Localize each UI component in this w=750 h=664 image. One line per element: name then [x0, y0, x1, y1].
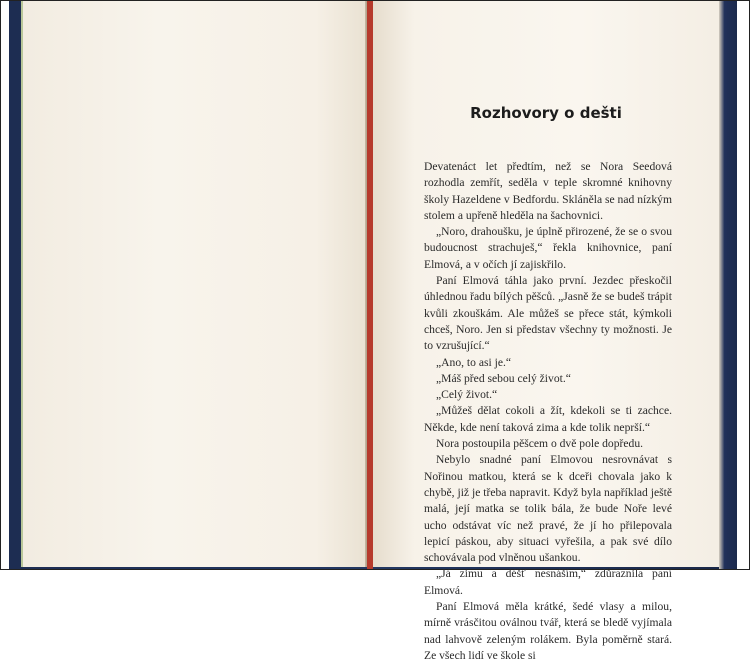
body-text [424, 159, 672, 664]
paragraph: „Máš před sebou celý život.“ [436, 371, 571, 385]
paragraph: Nebylo snadné paní Elmovou nesrovnávat s Nořinou matkou, která se k dceři chovala jako k chybě, již je třeba napravit. Když byla například ještě malá, její matka se tolik bála, že bude Noře levé ucho odstávat víc než pravé, že jí ho přilepovala lepicí páskou, aby situaci vyřešila, a pak své dílo schovávala pod vlněnou ušankou. [424, 453, 672, 565]
paragraph: „Celý život.“ [436, 388, 498, 402]
paragraph: „Ano, to asi je.“ [436, 355, 512, 369]
paragraph: „Můžeš dělat cokoli a žít, kdekoli se ti zachce. Někde, kde není taková zima a kde tolik neprší.“ [424, 404, 672, 434]
paragraph: „Já zimu a déšť nesnáším,“ zdůraznila paní Elmová. [424, 567, 672, 597]
paragraph: Devatenáct let předtím, než se Nora Seedová rozhodla zemřít, seděla v teple skromné knihovny školy Hazeldene v Bedfordu. Skláněla se nad nízkým stolem a upřeně hleděla na šachovnici. [424, 160, 672, 222]
paragraph: Paní Elmová měla krátké, šedé vlasy a milou, mírně vrásčitou oválnou tvář, která se bledě vyjímala nad lahvově zeleným rolákem. Byla poměrně stará. Ze všech lidí ve škole si [424, 600, 672, 662]
page-edges [719, 1, 737, 569]
paragraph: „Noro, drahoušku, je úplně přirozené, že se o svou budoucnost strachuješ,“ řekla knihovnice, paní Elmová, a v očích jí zajiskřilo. [424, 225, 672, 271]
left-page-blank [21, 1, 367, 567]
bookmark-ribbon [367, 1, 373, 569]
paragraph: Nora postoupila pěšcem o dvě pole dopředu. [436, 437, 644, 451]
paragraph: Paní Elmová táhla jako první. Jezdec přeskočil úhlednou řadu bílých pěšců. „Jasně že se budeš trápit kvůli zkouškám. Ale můžeš se přece stát, kýmkoli chceš, Noro. Jen si představ všechny ty možnosti. Je to vzrušující.“ [424, 274, 672, 353]
chapter-title: Rozhovory o dešti [470, 104, 622, 122]
